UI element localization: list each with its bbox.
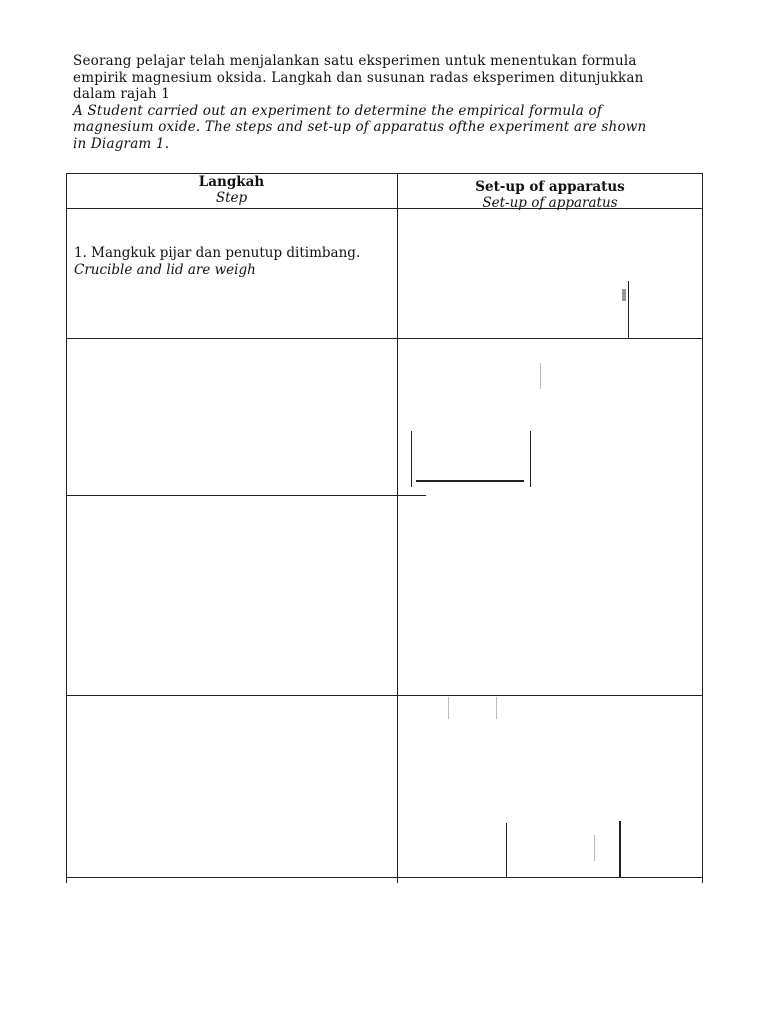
apparatus-fragment-row2-tick <box>540 363 541 389</box>
apparatus-fragment-row2-left-wall <box>411 431 412 487</box>
step-1-cell <box>74 245 374 279</box>
apparatus-fragment-row2-base <box>416 480 524 482</box>
table-row-divider-2 <box>66 495 426 496</box>
apparatus-fragment-row2-right-wall <box>530 431 531 487</box>
table-row-divider-1 <box>66 338 703 339</box>
header-step-malay: Langkah <box>198 174 265 190</box>
header-apparatus <box>397 179 703 211</box>
intro-malay-line-2: empirik magnesium oksida. Langkah dan susunan radas eksperimen ditunjukkan <box>73 69 644 86</box>
table-row-divider-3 <box>66 695 703 696</box>
apparatus-fragment-row4-post-right <box>619 821 621 878</box>
intro-english-line-1: A Student carried out an experiment to determine the empirical formula of <box>73 102 603 119</box>
step-1-english: Crucible and lid are weigh <box>74 262 256 278</box>
apparatus-fragment-row4-post-left <box>506 823 507 878</box>
apparatus-fragment-row4-post-mid <box>594 835 595 861</box>
intro-malay-line-3: dalam rajah 1 <box>73 86 171 102</box>
apparatus-fragment-row4-tick-b <box>496 697 497 719</box>
header-apparatus-malay: Set-up of apparatus <box>475 179 625 195</box>
intro-paragraph <box>73 53 689 152</box>
table-row-divider-4 <box>66 877 703 878</box>
apparatus-fragment-row1-stand <box>628 281 629 338</box>
intro-english-line-3: in Diagram 1. <box>73 135 170 152</box>
header-apparatus-english: Set-up of apparatus <box>482 195 618 211</box>
header-step-english: Step <box>215 190 248 206</box>
table-column-divider <box>397 173 398 883</box>
apparatus-fragment-row1-tab <box>622 289 626 301</box>
intro-english-line-2: magnesium oxide. The steps and set-up of apparatus ofthe experiment are shown <box>73 119 647 135</box>
step-1-malay: 1. Mangkuk pijar dan penutup ditimbang. <box>74 245 361 261</box>
table-border-right <box>702 173 703 883</box>
header-step <box>66 174 397 206</box>
intro-malay-line-1: Seorang pelajar telah menjalankan satu eksperimen untuk menentukan formula <box>73 53 637 69</box>
steps-table <box>66 173 703 883</box>
apparatus-fragment-row4-tick-a <box>448 697 449 719</box>
table-border-left <box>66 173 67 883</box>
